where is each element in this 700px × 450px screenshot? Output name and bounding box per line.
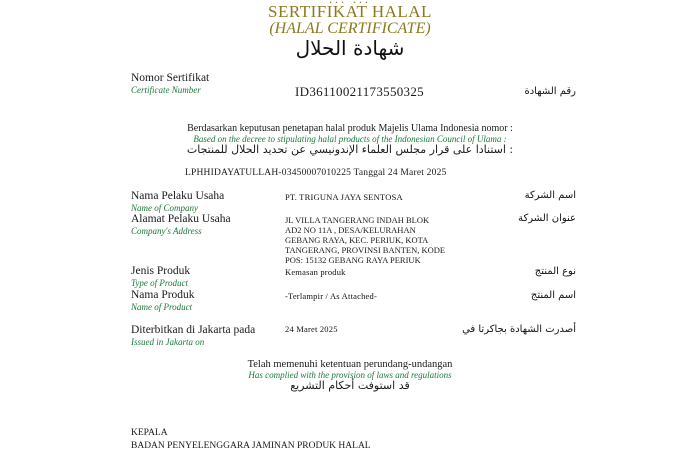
certificate-number-label: Nomor Sertifikat bbox=[131, 72, 210, 84]
issued-label-arabic: أصدرت الشهادة بجاكرتا في bbox=[462, 324, 576, 335]
decree-text-arabic: استنادا على قرار مجلس العلماء الإندونيسي عن تحديد الحلال للمنتجات : bbox=[186, 143, 514, 156]
company-name-label-en: Name of Company bbox=[131, 203, 198, 213]
certificate-number-value: ID36110021173550325 bbox=[295, 84, 424, 99]
product-type-label-en: Type of Product bbox=[131, 278, 188, 288]
product-name-label-en: Name of Product bbox=[131, 302, 193, 312]
certificate-title-arabic: شهادة الحلال bbox=[295, 36, 405, 60]
address-line: JL VILLA TANGERANG INDAH BLOK bbox=[285, 215, 430, 225]
company-address-label-en: Company's Address bbox=[131, 226, 202, 236]
product-name-label: Nama Produk bbox=[131, 289, 195, 301]
product-type-label-arabic: نوع المنتج bbox=[534, 266, 576, 277]
address-line: TANGERANG, PROVINSI BANTEN, KODE bbox=[285, 245, 446, 255]
company-address-value bbox=[285, 215, 445, 265]
product-type-value: Kemasan produk bbox=[285, 267, 346, 277]
certificate-number-label-en: Certificate Number bbox=[131, 85, 201, 95]
complied-text-arabic: قد استوفت أحكام التشريع bbox=[290, 379, 410, 392]
decree-number-date: LPHHIDAYATULLAH-03450007010225 Tanggal 24 Maret 2025 bbox=[185, 168, 447, 178]
address-line: AD2 NO 11A , DESA/KELURAHAN bbox=[285, 225, 416, 235]
product-type-label: Jenis Produk bbox=[131, 265, 191, 277]
company-name-value: PT. TRIGUNA JAYA SENTOSA bbox=[285, 192, 403, 202]
decree-text-en: Based on the decree to stipulating halal products of the Indonesian Council of Ulama : bbox=[193, 134, 507, 144]
company-name-label-arabic: اسم الشركة bbox=[524, 190, 576, 201]
issued-label: Diterbitkan di Jakarta pada bbox=[131, 324, 256, 336]
product-name-value: -Terlampir / As Attached- bbox=[285, 291, 377, 301]
address-line: GEBANG RAYA, KEC. PERIUK, KOTA bbox=[285, 235, 429, 245]
certificate-number-label-arabic: رقم الشهادة bbox=[524, 86, 576, 97]
address-line: POS: 15132 GEBANG RAYA PERIUK bbox=[285, 255, 421, 265]
certificate-subtitle: (HALAL CERTIFICATE) bbox=[269, 20, 431, 37]
signatory-agency: BADAN PENYELENGGARA JAMINAN PRODUK HALAL bbox=[131, 441, 371, 450]
product-name-label-arabic: اسم المنتج bbox=[530, 290, 576, 301]
company-name-label: Nama Pelaku Usaha bbox=[131, 190, 225, 202]
complied-text-en: Has complied with the provision of laws and regulations bbox=[248, 370, 452, 380]
complied-text: Telah memenuhi ketentuan perundang-undangan bbox=[247, 359, 453, 370]
issued-date-value: 24 Maret 2025 bbox=[285, 324, 338, 334]
certificate-title: SERTIFIKAT HALAL bbox=[268, 2, 432, 21]
issued-label-en: Issued in Jakarta on bbox=[131, 337, 205, 347]
decree-text: Berdasarkan keputusan penetapan halal produk Majelis Ulama Indonesia nomor : bbox=[187, 123, 513, 134]
company-address-label: Alamat Pelaku Usaha bbox=[131, 213, 231, 225]
company-address-label-arabic: عنوان الشركة bbox=[518, 213, 576, 224]
signatory-title: KEPALA bbox=[131, 428, 168, 438]
